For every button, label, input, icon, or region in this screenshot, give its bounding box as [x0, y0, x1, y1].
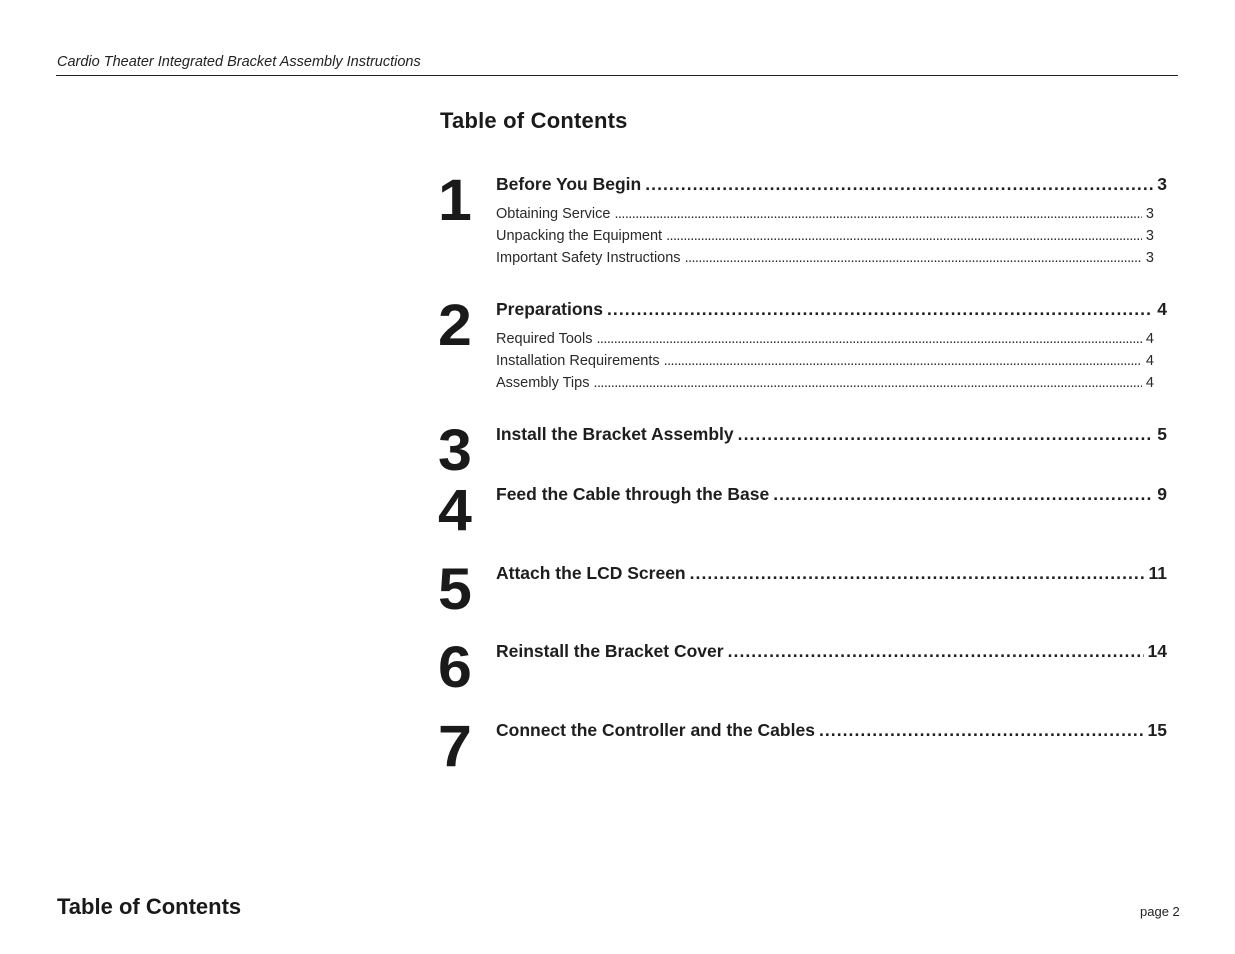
- chapter-number-6: 6: [438, 635, 472, 700]
- entry-title: Reinstall the Bracket Cover: [496, 641, 724, 661]
- toc-entry-chapter-2[interactable]: [496, 299, 1167, 320]
- chapter-number-4: 4: [438, 478, 472, 543]
- toc-entry-installation-requirements[interactable]: [496, 353, 1154, 369]
- entry-page: 3: [1145, 250, 1154, 266]
- dot-leader: [738, 424, 1154, 445]
- toc-entry-chapter-7[interactable]: [496, 720, 1167, 741]
- entry-page: 4: [1145, 375, 1154, 391]
- entry-page: 4: [1157, 299, 1167, 319]
- toc-entry-chapter-1[interactable]: [496, 174, 1167, 195]
- entry-page: 4: [1145, 353, 1154, 369]
- toc-entry-assembly-tips[interactable]: [496, 375, 1154, 391]
- dot-leader: [666, 228, 1142, 244]
- entry-page: 15: [1147, 720, 1167, 740]
- header-rule: [56, 75, 1178, 76]
- entry-page: 3: [1145, 206, 1154, 222]
- entry-page: 3: [1145, 228, 1154, 244]
- entry-title: Obtaining Service: [496, 206, 611, 222]
- toc-entry-chapter-3[interactable]: [496, 424, 1167, 445]
- dot-leader: [645, 174, 1153, 195]
- entry-title: Required Tools: [496, 331, 593, 347]
- entry-title: Assembly Tips: [496, 375, 590, 391]
- chapter-number-7: 7: [438, 714, 472, 779]
- running-header: Cardio Theater Integrated Bracket Assembly Instructions: [57, 54, 421, 70]
- dot-leader: [690, 563, 1145, 584]
- entry-page: 3: [1157, 174, 1167, 194]
- dot-leader: [685, 250, 1142, 266]
- entry-title: Attach the LCD Screen: [496, 563, 686, 583]
- toc-entry-obtaining-service[interactable]: [496, 206, 1154, 222]
- entry-page: 5: [1157, 424, 1167, 444]
- toc-entry-chapter-5[interactable]: [496, 563, 1167, 584]
- entry-title: Unpacking the Equipment: [496, 228, 663, 244]
- toc-entry-chapter-6[interactable]: [496, 641, 1167, 662]
- entry-page: 14: [1147, 641, 1167, 661]
- toc-entry-required-tools[interactable]: [496, 331, 1154, 347]
- dot-leader: [614, 206, 1141, 222]
- chapter-number-2: 2: [438, 293, 472, 358]
- dot-leader: [773, 484, 1153, 505]
- toc-entry-safety-instructions[interactable]: [496, 250, 1154, 266]
- page-number: page 2: [1140, 904, 1180, 919]
- chapter-number-1: 1: [438, 168, 472, 233]
- toc-title: Table of Contents: [440, 108, 628, 133]
- toc-entry-unpacking-equipment[interactable]: [496, 228, 1154, 244]
- entry-title: Install the Bracket Assembly: [496, 424, 734, 444]
- entry-page: 11: [1148, 563, 1167, 583]
- toc-entry-chapter-4[interactable]: [496, 484, 1167, 505]
- entry-title: Important Safety Instructions: [496, 250, 681, 266]
- footer-section-title: Table of Contents: [57, 894, 242, 919]
- entry-title: Before You Begin: [496, 174, 642, 194]
- entry-title: Feed the Cable through the Base: [496, 484, 770, 504]
- entry-title: Preparations: [496, 299, 603, 319]
- dot-leader: [607, 299, 1153, 320]
- dot-leader: [664, 353, 1142, 369]
- entry-page: 4: [1145, 331, 1154, 347]
- dot-leader: [593, 375, 1141, 391]
- entry-title: Installation Requirements: [496, 353, 660, 369]
- entry-page: 9: [1157, 484, 1167, 504]
- dot-leader: [819, 720, 1144, 741]
- entry-title: Connect the Controller and the Cables: [496, 720, 815, 740]
- chapter-number-3: 3: [438, 418, 472, 483]
- dot-leader: [596, 331, 1141, 347]
- chapter-number-5: 5: [438, 557, 472, 622]
- dot-leader: [728, 641, 1144, 662]
